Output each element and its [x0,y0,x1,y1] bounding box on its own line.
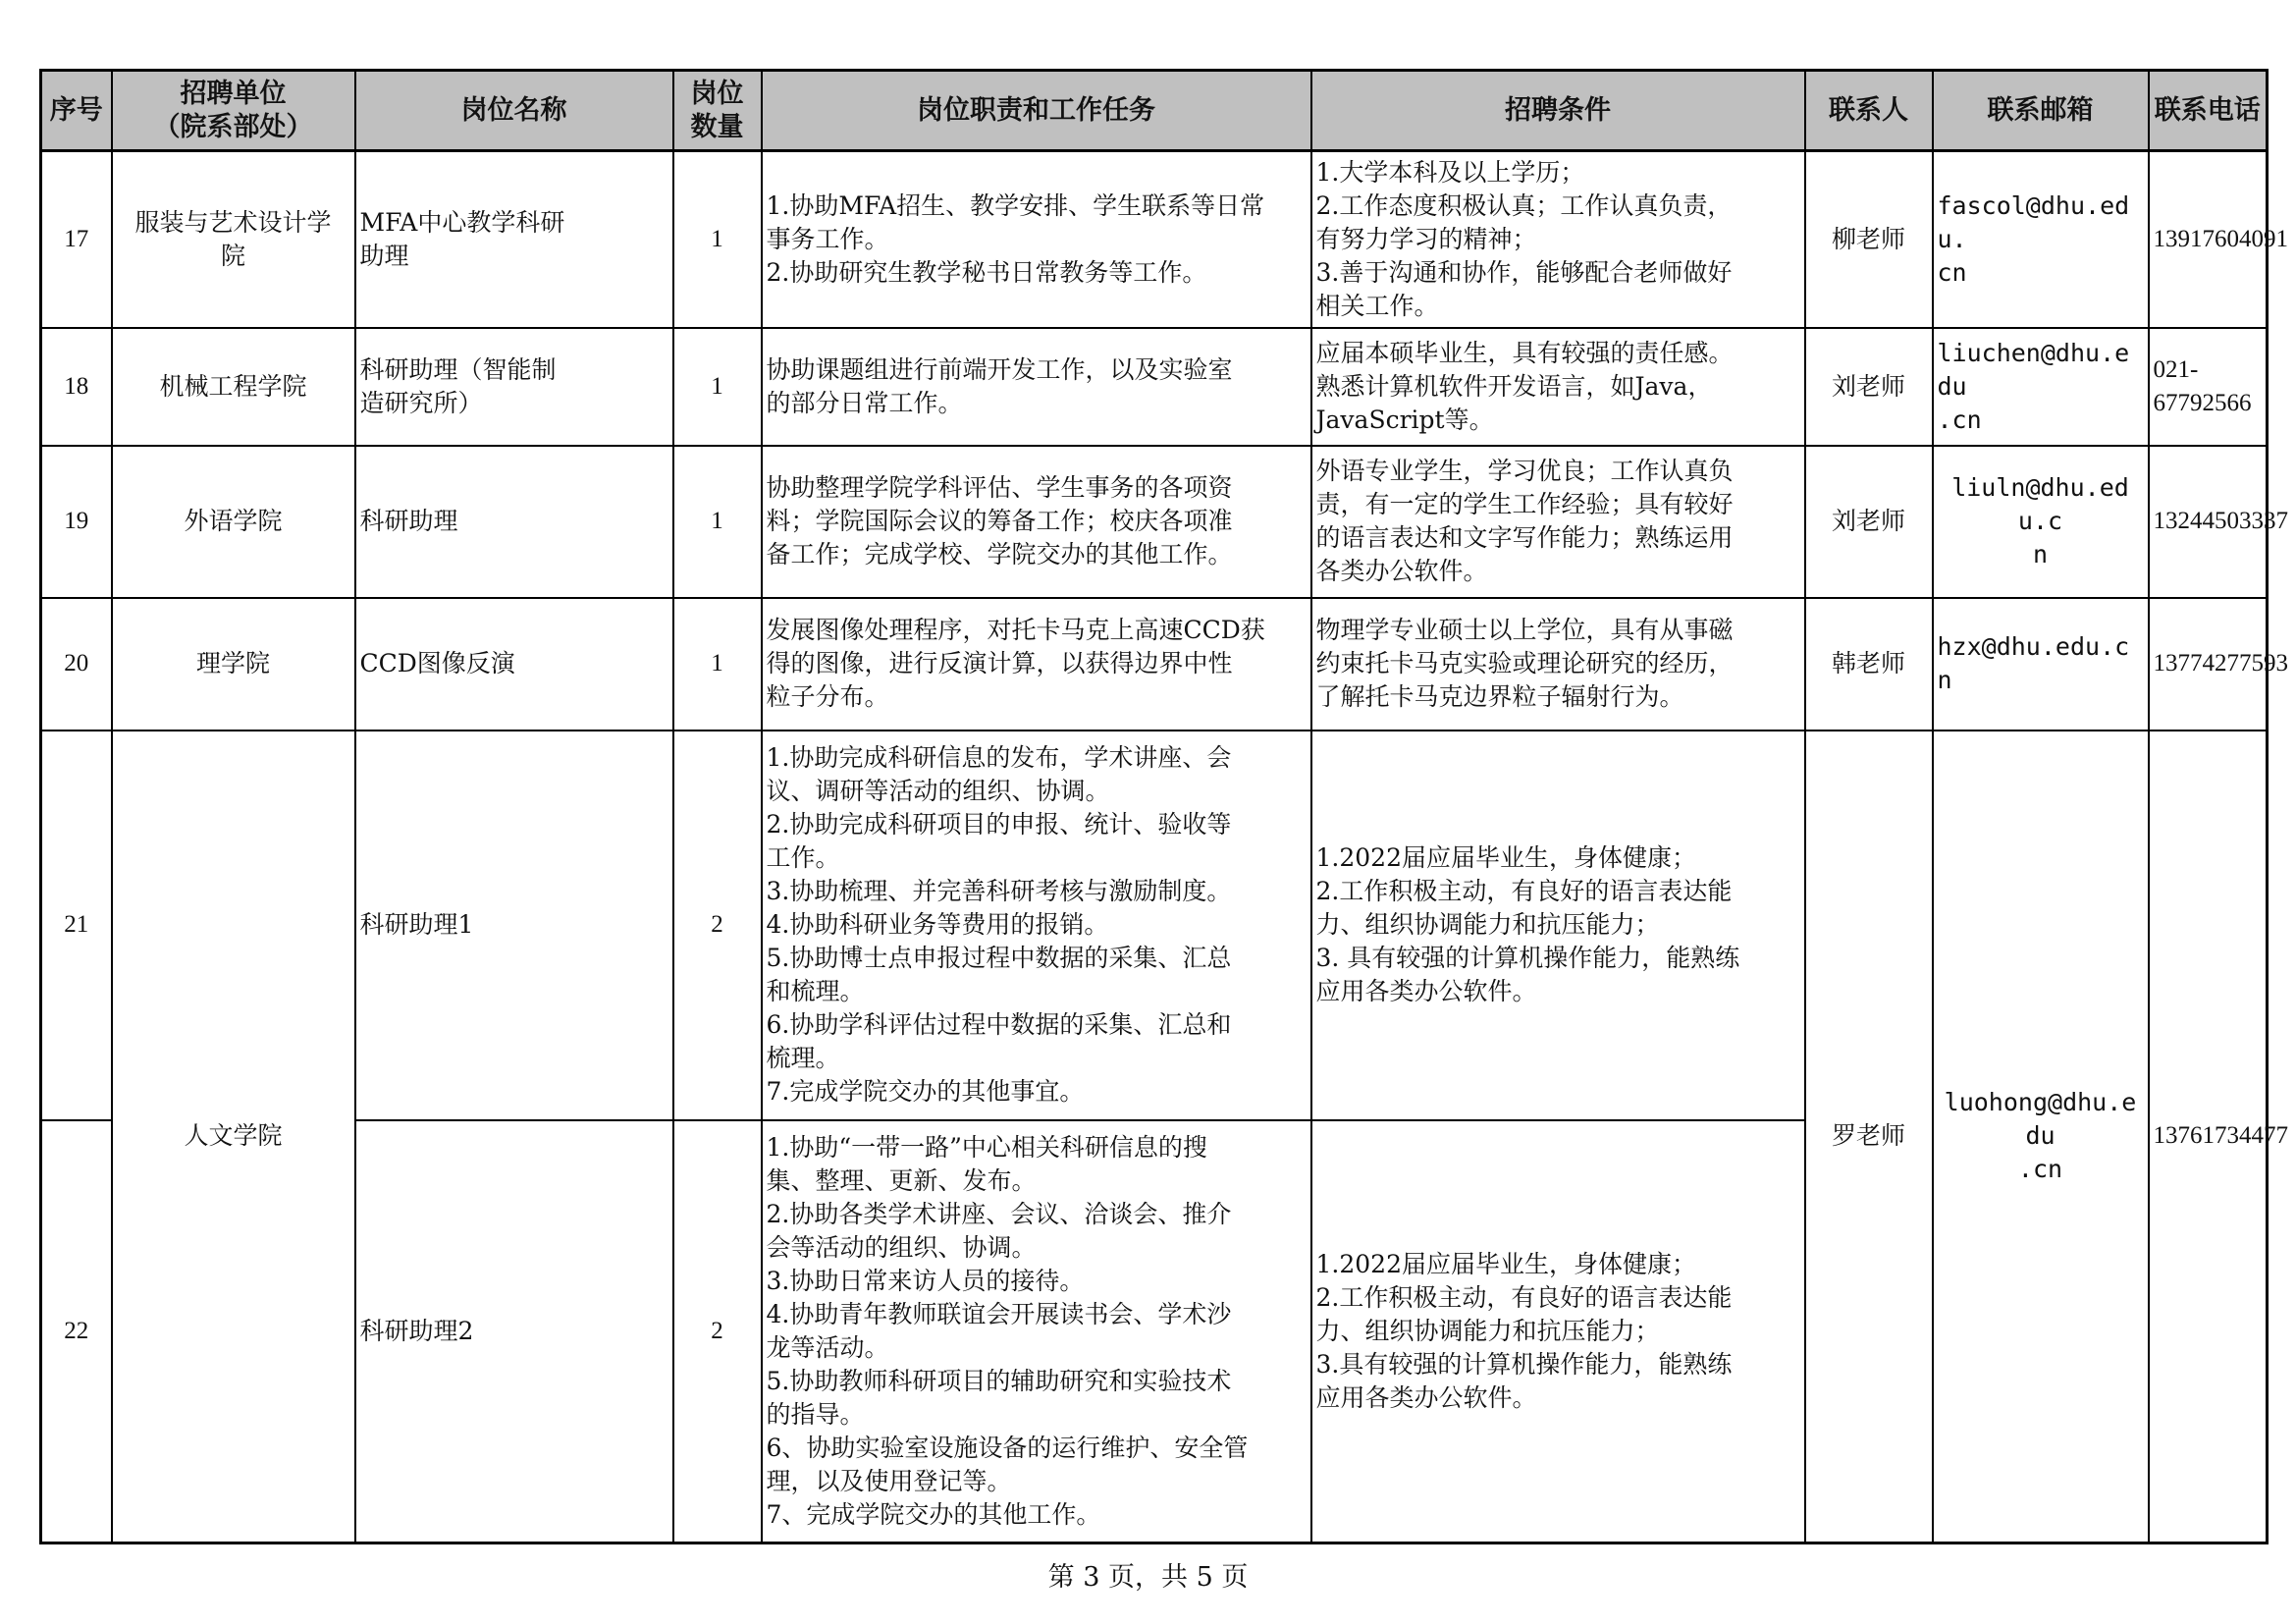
table-row [41,151,2268,328]
cell-count: 1 [673,328,762,446]
cell-email: fascol@dhu.edu. cn [1933,151,2149,328]
header-duties: 岗位职责和工作任务 [762,71,1311,151]
cell-position: MFA中心教学科研 助理 [355,151,673,328]
table-row [41,598,2268,731]
header-seq: 序号 [41,71,112,151]
cell-phone: 021-67792566 [2149,328,2268,446]
cell-email: liuchen@dhu.edu .cn [1933,328,2149,446]
header-requirements: 招聘条件 [1311,71,1805,151]
cell-seq: 22 [41,1120,112,1543]
cell-count: 2 [673,731,762,1120]
cell-phone: 13774277593 [2149,598,2268,731]
cell-duties: 1.协助“一带一路”中心相关科研信息的搜 集、整理、更新、发布。 2.协助各类学术讲座、会议、洽谈会、推介 会等活动的组织、协调。 3.协助日常来访人员的接待。 4.协助青年教师联谊会开展读书会、学术沙 龙等活动。 5.协助教师科研项目的辅助研究和实验技术 的指导。 6、协助实验室设施设备的运行维护、安全管 理，以及使用登记等。 7、完成学院交办的其他工作。 [762,1120,1311,1543]
cell-count: 2 [673,1120,762,1543]
cell-unit: 服装与艺术设计学 院 [112,151,355,328]
page-footer: 第 3 页，共 5 页 [1047,1562,1249,1593]
cell-duties: 1.协助MFA招生、教学安排、学生联系等日常 事务工作。 2.协助研究生教学秘书日常教务等工作。 [762,151,1311,328]
cell-phone: 13761734477 [2149,731,2268,1543]
cell-duties: 协助课题组进行前端开发工作，以及实验室 的部分日常工作。 [762,328,1311,446]
header-position: 岗位名称 [355,71,673,151]
cell-unit: 外语学院 [112,446,355,598]
cell-requirements: 应届本硕毕业生，具有较强的责任感。 熟悉计算机软件开发语言，如Java， JavaScript等。 [1311,328,1805,446]
cell-email: liuln@dhu.edu.c n [1933,446,2149,598]
cell-position: 科研助理（智能制 造研究所） [355,328,673,446]
header-unit: 招聘单位 （院系部处） [112,71,355,151]
cell-unit: 人文学院 [112,731,355,1543]
cell-contact: 韩老师 [1805,598,1933,731]
cell-email: luohong@dhu.edu .cn [1933,731,2149,1543]
table-row [41,328,2268,446]
cell-email: hzx@dhu.edu.cn [1933,598,2149,731]
cell-contact: 刘老师 [1805,446,1933,598]
cell-position: CCD图像反演 [355,598,673,731]
cell-duties: 1.协助完成科研信息的发布，学术讲座、会 议、调研等活动的组织、协调。 2.协助完成科研项目的申报、统计、验收等 工作。 3.协助梳理、并完善科研考核与激励制度。 4.协助科研业务等费用的报销。 5.协助博士点申报过程中数据的采集、汇总 和梳理。 6.协助学科评估过程中数据的采集、汇总和 梳理。 7.完成学院交办的其他事宜。 [762,731,1311,1120]
cell-requirements: 1.2022届应届毕业生，身体健康； 2.工作积极主动，有良好的语言表达能 力、组织协调能力和抗压能力； 3. 具有较强的计算机操作能力，能熟练 应用各类办公软件。 [1311,731,1805,1120]
header-phone: 联系电话 [2149,71,2268,151]
cell-seq: 18 [41,328,112,446]
cell-contact: 罗老师 [1805,731,1933,1543]
cell-duties: 发展图像处理程序，对托卡马克上高速CCD获 得的图像，进行反演计算，以获得边界中性 粒子分布。 [762,598,1311,731]
cell-position: 科研助理1 [355,731,673,1120]
cell-seq: 17 [41,151,112,328]
cell-duties: 协助整理学院学科评估、学生事务的各项资 料；学院国际会议的筹备工作；校庆各项准 备工作；完成学校、学院交办的其他工作。 [762,446,1311,598]
header-email: 联系邮箱 [1933,71,2149,151]
cell-unit: 理学院 [112,598,355,731]
cell-requirements: 1.大学本科及以上学历； 2.工作态度积极认真；工作认真负责， 有努力学习的精神； 3.善于沟通和协作，能够配合老师做好 相关工作。 [1311,151,1805,328]
cell-position: 科研助理 [355,446,673,598]
header-contact: 联系人 [1805,71,1933,151]
table-row [41,446,2268,598]
cell-contact: 刘老师 [1805,328,1933,446]
cell-seq: 19 [41,446,112,598]
cell-requirements: 外语专业学生，学习优良；工作认真负 责，有一定的学生工作经验；具有较好 的语言表达和文字写作能力；熟练运用 各类办公软件。 [1311,446,1805,598]
cell-phone: 13244503337 [2149,446,2268,598]
cell-seq: 20 [41,598,112,731]
cell-position: 科研助理2 [355,1120,673,1543]
cell-unit: 机械工程学院 [112,328,355,446]
table-row [41,731,2268,1120]
cell-requirements: 1.2022届应届毕业生，身体健康； 2.工作积极主动，有良好的语言表达能 力、组织协调能力和抗压能力； 3.具有较强的计算机操作能力，能熟练 应用各类办公软件。 [1311,1120,1805,1543]
cell-phone: 13917604091 [2149,151,2268,328]
cell-count: 1 [673,598,762,731]
cell-contact: 柳老师 [1805,151,1933,328]
cell-count: 1 [673,151,762,328]
cell-seq: 21 [41,731,112,1120]
header-count: 岗位 数量 [673,71,762,151]
cell-requirements: 物理学专业硕士以上学位，具有从事磁 约束托卡马克实验或理论研究的经历， 了解托卡马克边界粒子辐射行为。 [1311,598,1805,731]
cell-count: 1 [673,446,762,598]
recruitment-table [39,69,2288,1544]
header-row [41,71,2268,151]
